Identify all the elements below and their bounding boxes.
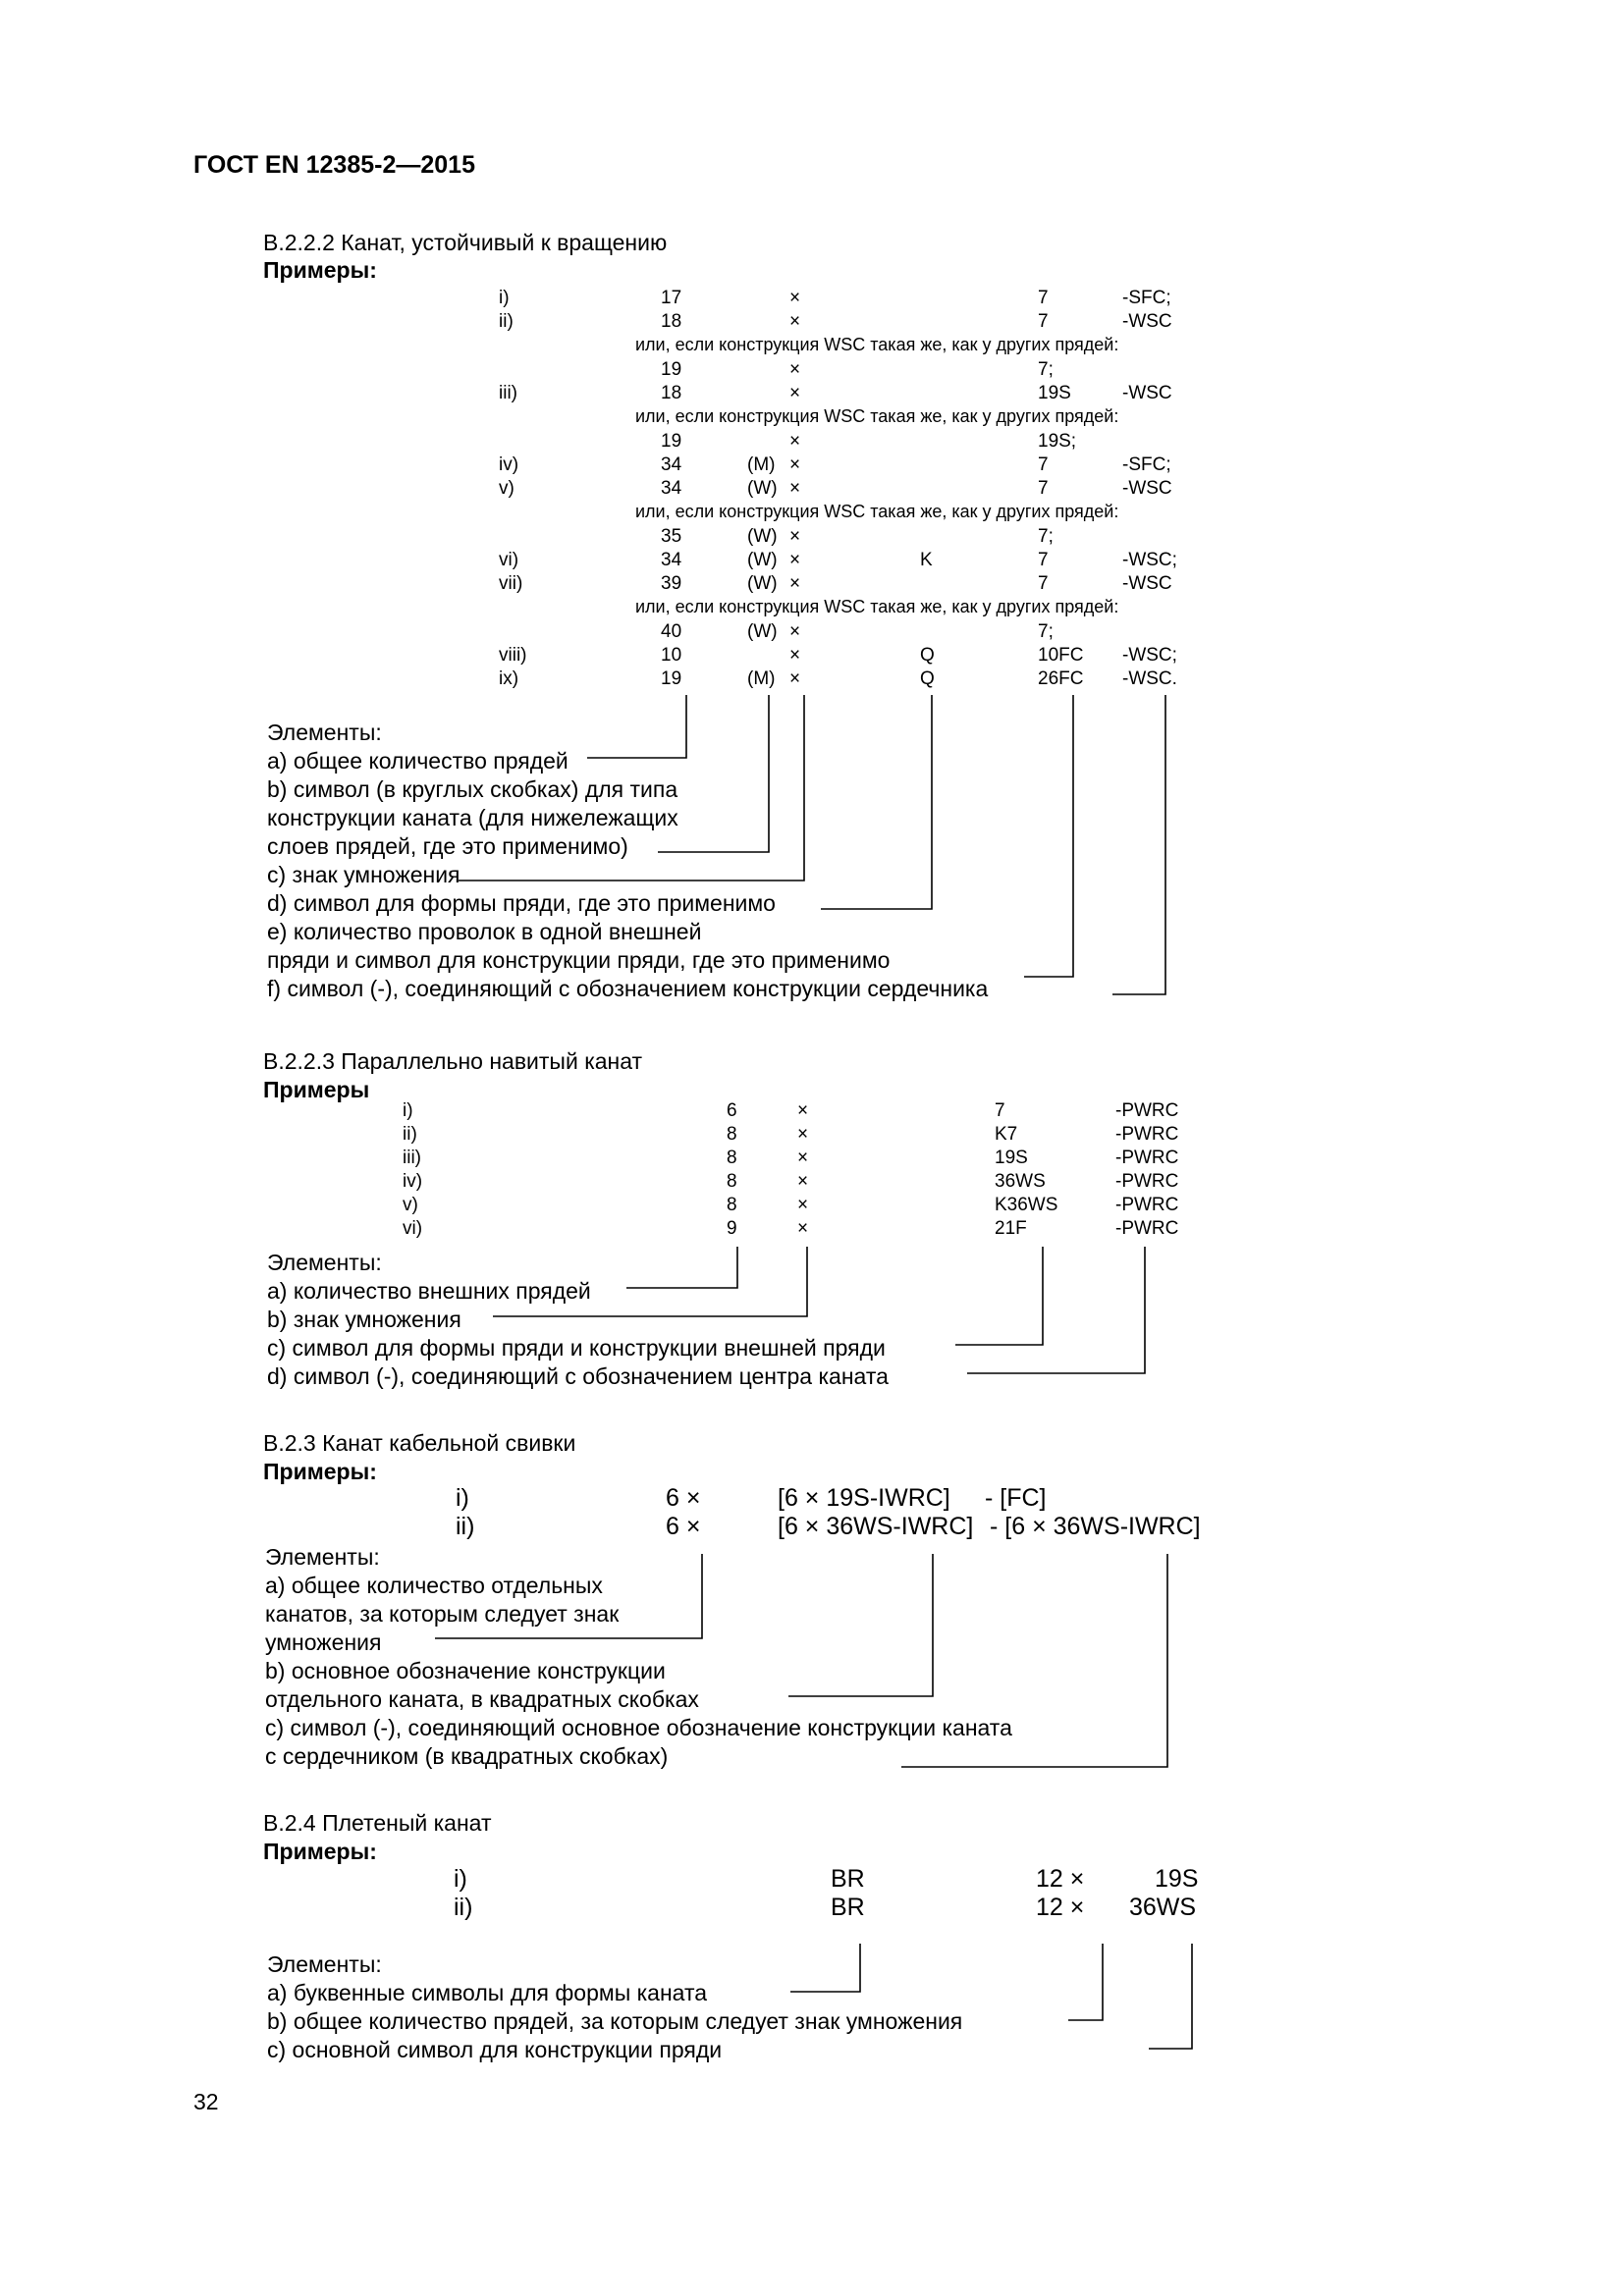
b222-row-form: K: [920, 550, 933, 570]
b222-row-wires: 7;: [1038, 526, 1054, 547]
b222-row-mult: ×: [789, 478, 801, 499]
b222-row-count: 17: [661, 288, 682, 308]
b24-row-num: i): [454, 1865, 467, 1893]
leader-line: [587, 695, 686, 758]
b222-row-wires: 26FC: [1038, 668, 1084, 689]
leader-line: [1149, 1944, 1192, 2049]
leader-line: [821, 695, 932, 909]
section-b222-examples-label: Примеры:: [263, 257, 377, 283]
b223-row-mult: ×: [797, 1171, 809, 1192]
b222-row-count: 19: [661, 359, 682, 380]
b222-row-mult: ×: [789, 311, 801, 332]
b222-row-core: -WSC: [1122, 573, 1172, 594]
b222-row-num: ii): [499, 311, 514, 332]
b222-element-d: d) символ для формы пряди, где это применимо: [267, 890, 776, 916]
b222-row-count: 40: [661, 621, 682, 642]
b222-row-core: -SFC;: [1122, 288, 1171, 308]
b222-element-a: a) общее количество прядей: [267, 748, 568, 774]
leader-line: [1068, 1944, 1103, 2020]
b222-row-type: (M): [747, 454, 776, 475]
b223-row-core: -PWRC: [1115, 1171, 1179, 1192]
b223-row-construction: 7: [995, 1100, 1005, 1121]
b223-row-construction: K7: [995, 1124, 1018, 1145]
b222-element-b-cont: конструкции каната (для нижележащих: [267, 805, 678, 830]
b222-row-core: -WSC: [1122, 478, 1172, 499]
b24-row-count: 12 ×: [1036, 1894, 1085, 1921]
b223-row-count: 6: [727, 1100, 737, 1121]
b222-note: или, если конструкция WSC такая же, как у других прядей:: [635, 597, 1119, 616]
b223-row-mult: ×: [797, 1195, 809, 1215]
b222-row-type: (W): [747, 621, 778, 642]
b223-row-count: 8: [727, 1124, 737, 1145]
b222-row-wires: 7: [1038, 288, 1049, 308]
leader-line: [1024, 695, 1073, 977]
b222-row-form: Q: [920, 668, 935, 689]
b222-row-count: 39: [661, 573, 682, 594]
b24-element-a: a) буквенные символы для формы каната: [267, 1980, 708, 2005]
leader-line: [788, 1554, 933, 1696]
b222-row-num: ix): [499, 668, 519, 689]
b23-row-num: ii): [456, 1513, 475, 1540]
b223-row-num: i): [403, 1100, 413, 1121]
b223-row-count: 8: [727, 1195, 737, 1215]
b23-row-core: - [FC]: [985, 1484, 1047, 1512]
b223-row-construction: K36WS: [995, 1195, 1058, 1215]
leader-line: [790, 1944, 860, 1992]
b222-row-type: (W): [747, 526, 778, 547]
leader-line: [626, 1247, 737, 1288]
b223-row-count: 8: [727, 1171, 737, 1192]
page-number: 32: [193, 2089, 219, 2114]
b23-elements-label: Элементы:: [265, 1544, 380, 1570]
b223-element-c: c) символ для формы пряди и конструкции внешней пряди: [267, 1335, 886, 1361]
b24-element-c: c) основной символ для конструкции пряди: [267, 2037, 723, 2062]
b24-row-construction: 19S: [1155, 1865, 1199, 1893]
b222-row-wires: 7: [1038, 478, 1049, 499]
b222-row-mult: ×: [789, 668, 801, 689]
b23-row-num: i): [456, 1484, 469, 1512]
b222-row-num: iv): [499, 454, 519, 475]
b223-elements-label: Элементы:: [267, 1250, 382, 1275]
section-b23-title: В.2.3 Канат кабельной свивки: [263, 1430, 576, 1456]
b222-row-mult: ×: [789, 431, 801, 452]
b23-element-a: a) общее количество отдельных: [265, 1573, 603, 1598]
b222-row-mult: ×: [789, 454, 801, 475]
b223-row-construction: 21F: [995, 1218, 1027, 1239]
b223-row-num: vi): [403, 1218, 423, 1239]
b223-element-d: d) символ (-), соединяющий с обозначением центра каната: [267, 1363, 889, 1389]
b23-element-c: c) символ (-), соединяющий основное обозначение конструкции каната: [265, 1715, 1012, 1740]
b222-row-num: iii): [499, 383, 517, 403]
b222-row-wires: 19S;: [1038, 431, 1077, 452]
b222-note: или, если конструкция WSC такая же, как у других прядей:: [635, 406, 1119, 426]
b223-element-a: a) количество внешних прядей: [267, 1278, 591, 1304]
b223-row-count: 9: [727, 1218, 737, 1239]
b222-row-count: 10: [661, 645, 682, 666]
b222-row-count: 19: [661, 431, 682, 452]
b222-row-wires: 7: [1038, 454, 1049, 475]
b222-row-type: (W): [747, 478, 778, 499]
b222-row-num: viii): [499, 645, 527, 666]
b222-row-core: -WSC.: [1122, 668, 1177, 689]
b222-row-core: -WSC: [1122, 383, 1172, 403]
b222-element-e-cont: пряди и символ для конструкции пряди, где это применимо: [267, 947, 891, 973]
b23-element-c-cont: с сердечником (в квадратных скобках): [265, 1743, 669, 1769]
b223-row-mult: ×: [797, 1100, 809, 1121]
section-b223-examples-label: Примеры: [263, 1077, 370, 1102]
b222-row-core: -WSC;: [1122, 550, 1177, 570]
b222-row-wires: 19S: [1038, 383, 1071, 403]
b222-row-count: 34: [661, 550, 682, 570]
b222-row-wires: 7: [1038, 573, 1049, 594]
b223-row-core: -PWRC: [1115, 1124, 1179, 1145]
b222-row-type: (M): [747, 668, 776, 689]
b222-row-num: v): [499, 478, 514, 499]
b222-row-type: (W): [747, 573, 778, 594]
section-b24-examples-label: Примеры:: [263, 1839, 377, 1864]
b222-element-b-cont: слоев прядей, где это применимо): [267, 833, 628, 859]
section-b24-title: В.2.4 Плетеный канат: [263, 1810, 492, 1836]
section-b223-title: В.2.2.3 Параллельно навитый канат: [263, 1048, 643, 1074]
leader-line: [1112, 695, 1165, 994]
b223-row-core: -PWRC: [1115, 1218, 1179, 1239]
b222-row-mult: ×: [789, 573, 801, 594]
b23-row-count: 6 ×: [666, 1484, 701, 1512]
b222-row-wires: 7;: [1038, 359, 1054, 380]
b222-element-b: b) символ (в круглых скобках) для типа: [267, 776, 678, 802]
b223-row-core: -PWRC: [1115, 1195, 1179, 1215]
document-header: ГОСТ EN 12385-2—2015: [193, 151, 475, 179]
b222-element-c: c) знак умножения: [267, 862, 460, 887]
b23-element-b-cont: отдельного каната, в квадратных скобках: [265, 1686, 699, 1712]
b223-row-mult: ×: [797, 1124, 809, 1145]
leader-line: [901, 1554, 1167, 1767]
b223-row-num: iv): [403, 1171, 423, 1192]
b23-row-strand: [6 × 36WS-IWRC]: [778, 1513, 974, 1540]
b222-row-count: 18: [661, 383, 682, 403]
b223-row-num: ii): [403, 1124, 417, 1145]
b223-element-b: b) знак умножения: [267, 1307, 461, 1332]
b222-row-num: vii): [499, 573, 523, 594]
b222-row-count: 35: [661, 526, 682, 547]
b23-row-strand: [6 × 19S-IWRC]: [778, 1484, 950, 1512]
b24-row-form: BR: [831, 1865, 865, 1893]
b24-elements-label: Элементы:: [267, 1951, 382, 1977]
b24-row-count: 12 ×: [1036, 1865, 1085, 1893]
b23-element-a-cont: умножения: [265, 1629, 382, 1655]
b23-element-b: b) основное обозначение конструкции: [265, 1658, 666, 1683]
b24-row-form: BR: [831, 1894, 865, 1921]
b222-row-num: i): [499, 288, 510, 308]
b222-row-core: -WSC: [1122, 311, 1172, 332]
b222-row-mult: ×: [789, 526, 801, 547]
leader-line: [493, 1247, 807, 1316]
b222-row-core: -WSC;: [1122, 645, 1177, 666]
b223-row-mult: ×: [797, 1148, 809, 1168]
b24-row-construction: 36WS: [1129, 1894, 1197, 1921]
b223-row-count: 8: [727, 1148, 737, 1168]
b24-element-b: b) общее количество прядей, за которым следует знак умножения: [267, 2008, 963, 2034]
b223-row-core: -PWRC: [1115, 1100, 1179, 1121]
b223-row-num: iii): [403, 1148, 421, 1168]
b222-note: или, если конструкция WSC такая же, как у других прядей:: [635, 335, 1119, 354]
b222-row-count: 18: [661, 311, 682, 332]
b222-row-mult: ×: [789, 288, 801, 308]
b222-element-f: f) символ (-), соединяющий с обозначением конструкции сердечника: [267, 976, 989, 1001]
b23-element-a-cont: канатов, за которым следует знак: [265, 1601, 620, 1627]
b222-row-core: -SFC;: [1122, 454, 1171, 475]
b223-row-construction: 19S: [995, 1148, 1028, 1168]
b222-row-wires: 7;: [1038, 621, 1054, 642]
b222-row-type: (W): [747, 550, 778, 570]
b23-row-core: - [6 × 36WS-IWRC]: [990, 1513, 1201, 1540]
leader-line: [967, 1247, 1145, 1373]
b222-row-form: Q: [920, 645, 935, 666]
b223-row-construction: 36WS: [995, 1171, 1046, 1192]
section-b23-examples-label: Примеры:: [263, 1459, 377, 1484]
b222-row-num: vi): [499, 550, 519, 570]
b223-row-mult: ×: [797, 1218, 809, 1239]
b222-row-count: 34: [661, 454, 682, 475]
b223-row-core: -PWRC: [1115, 1148, 1179, 1168]
b222-elements-label: Элементы:: [267, 720, 382, 745]
leader-line: [658, 695, 769, 852]
b222-note: или, если конструкция WSC такая же, как у других прядей:: [635, 502, 1119, 521]
b222-row-mult: ×: [789, 645, 801, 666]
b222-row-wires: 7: [1038, 550, 1049, 570]
b222-row-mult: ×: [789, 621, 801, 642]
b24-row-num: ii): [454, 1894, 473, 1921]
leader-line: [435, 1554, 702, 1638]
b222-element-e: e) количество проволок в одной внешней: [267, 919, 702, 944]
section-b222-title: В.2.2.2 Канат, устойчивый к вращению: [263, 230, 668, 255]
b222-row-mult: ×: [789, 550, 801, 570]
b223-row-num: v): [403, 1195, 418, 1215]
leader-line: [955, 1247, 1043, 1345]
b23-row-count: 6 ×: [666, 1513, 701, 1540]
b222-row-mult: ×: [789, 383, 801, 403]
b222-row-mult: ×: [789, 359, 801, 380]
b222-row-count: 34: [661, 478, 682, 499]
b222-row-wires: 7: [1038, 311, 1049, 332]
b222-row-count: 19: [661, 668, 682, 689]
b222-row-wires: 10FC: [1038, 645, 1084, 666]
